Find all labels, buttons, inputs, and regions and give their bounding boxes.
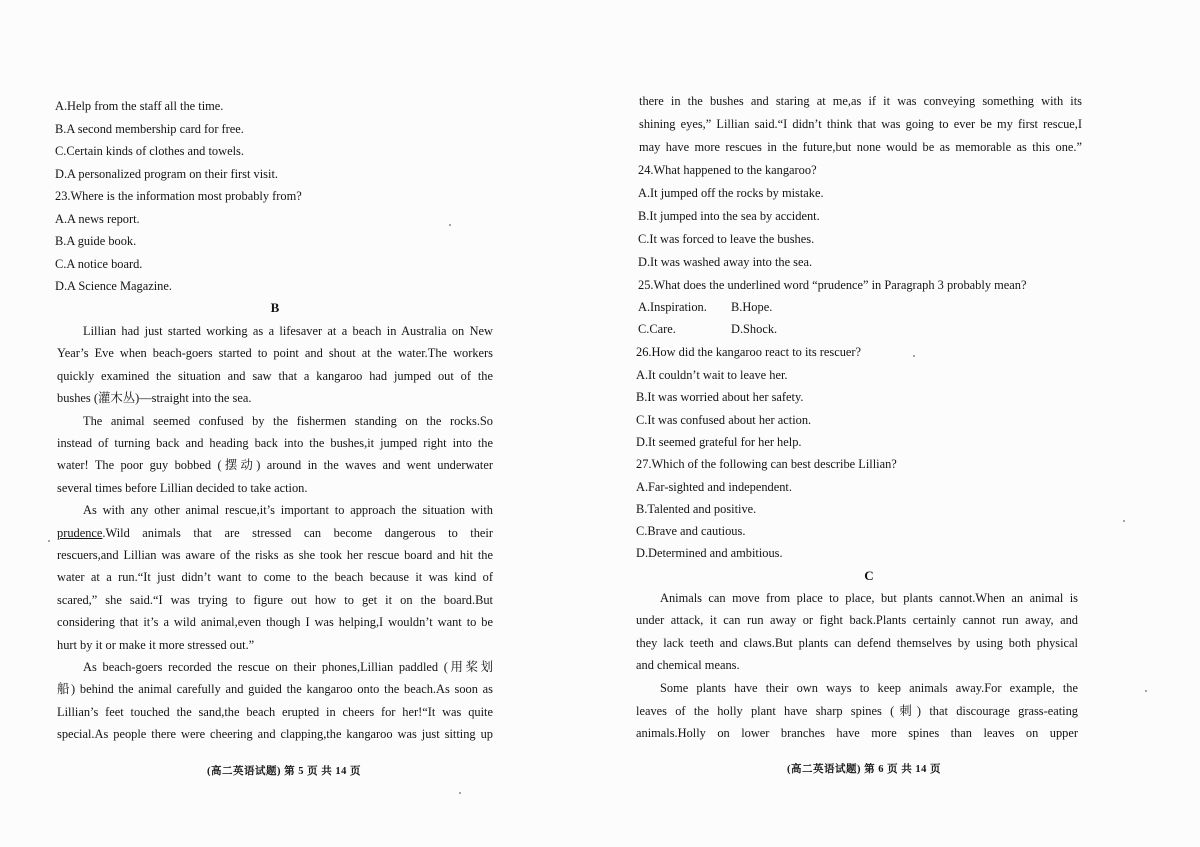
passage-b-line: The animal seemed confused by the fishermen standing on the rocks.So [83,414,493,428]
q27-stem: 27.Which of the following can best describe Lillian? [636,457,897,471]
scan-speck [1123,520,1125,522]
passage-b-line-prudence [57,525,493,541]
q23-option-a: A.A news report. [55,212,140,226]
passage-c-line: under attack, it can run away or fight back.Plants certainly cannot run away, and [636,613,1078,627]
q22-option-a: A.Help from the staff all the time. [55,99,224,113]
passage-b-line: scared,” she said.“I was trying to figure out how to get it on the board.But [57,593,493,607]
passage-b-line: hurt by it or make it more stressed out.” [57,638,255,652]
q26-stem: 26.How did the kangaroo react to its rescuer? [636,345,862,359]
passage-b-line-rest: .Wild animals that are stressed can become dangerous to their [102,526,493,540]
section-b-heading: B [270,300,280,315]
q23-option-d: D.A Science Magazine. [55,279,172,293]
q27-option-a: A.Far-sighted and independent. [636,480,792,494]
passage-c-line: and chemical means. [636,658,740,672]
underlined-word-prudence: prudence [57,526,103,540]
q24-option-c: C.It was forced to leave the bushes. [638,232,815,246]
q26-option-d: D.It seemed grateful for her help. [636,435,802,449]
passage-b-line: rescuers,and Lillian was aware of the risks as she took her rescue board and hit the [57,548,493,562]
q26-option-c: C.It was confused about her action. [636,413,812,427]
right-page [600,0,1200,847]
q22-option-c: C.Certain kinds of clothes and towels. [55,144,244,158]
passage-b-line: several times before Lillian decided to take action. [57,481,308,495]
passage-b-line: As beach-goers recorded the rescue on their phones,Lillian paddled (用桨划 [83,660,493,674]
scan-speck [449,224,451,226]
passage-b-line: there in the bushes and staring at me,as if it was conveying something with its [639,94,1082,108]
passage-b-line: Lillian’s feet touched the sand,the beach erupted in cheers for her!“It was quite [57,705,493,719]
passage-c-line: Some plants have their own ways to keep animals away.For example, the [660,681,1078,695]
passage-b-line: bushes (灌木丛)—straight into the sea. [57,391,252,405]
passage-b-line: considering that it’s a wild animal,even though I was helping,I wouldn’t want to be [57,615,493,629]
passage-b-line: Lillian had just started working as a lifesaver at a beach in Australia on New [83,324,493,338]
page-footer: (高二英语试题) 第 5 页 共 14 页 [207,766,361,777]
q24-stem: 24.What happened to the kangaroo? [638,163,817,177]
scan-speck [1145,690,1147,692]
q26-option-a: A.It couldn’t wait to leave her. [636,368,788,382]
q25-option-b: B.Hope. [731,300,773,314]
passage-b-line: As with any other animal rescue,it’s important to approach the situation with [83,503,493,517]
q27-option-b: B.Talented and positive. [636,502,757,516]
q24-option-b: B.It jumped into the sea by accident. [638,209,820,223]
q22-option-d: D.A personalized program on their first visit. [55,167,278,181]
passage-b-line: water! The poor guy bobbed (摆动) around in the waves and went underwater [57,458,493,472]
passage-b-line: special.As people there were cheering and clapping,the kangaroo was just sitting up [57,727,493,741]
passage-b-line: shining eyes,” Lillian said.“I didn’t think that was going to ever be my first rescue,I [639,117,1082,131]
scan-speck [48,540,50,542]
q27-option-c: C.Brave and cautious. [636,524,746,538]
q27-option-d: D.Determined and ambitious. [636,546,783,560]
scan-speck [459,792,461,794]
page-footer: (高二英语试题) 第 6 页 共 14 页 [787,764,941,775]
q25-stem: 25.What does the underlined word “prudence” in Paragraph 3 probably mean? [638,278,1027,292]
q22-option-b: B.A second membership card for free. [55,122,244,136]
q24-option-a: A.It jumped off the rocks by mistake. [638,186,824,200]
q23-option-c: C.A notice board. [55,257,143,271]
passage-c-line: animals.Holly on lower branches have more spines than leaves on upper [636,726,1078,740]
passage-c-line: they lack teeth and claws.But plants can defend themselves by using both physical [636,636,1078,650]
q26-option-b: B.It was worried about her safety. [636,390,804,404]
passage-b-line: Year’s Eve when beach-goers started to point and shout at the water.The workers [57,346,493,360]
passage-c-line: leaves of the holly plant have sharp spines (刺) that discourage grass-eating [636,704,1078,718]
passage-c-line: Animals can move from place to place, but plants cannot.When an animal is [660,591,1078,605]
scan-speck [913,355,915,357]
q25-option-c: C.Care. [638,322,676,336]
section-c-heading: C [864,568,874,583]
passage-b-line: water at a run.“It just didn’t want to come to the beach because it was kind of [57,570,493,584]
q23-option-b: B.A guide book. [55,234,137,248]
q23-stem: 23.Where is the information most probably from? [55,189,302,203]
passage-b-line: 船) behind the animal carefully and guided the kangaroo onto the beach.As soon as [57,682,493,696]
q25-option-a: A.Inspiration. [638,300,707,314]
q24-option-d: D.It was washed away into the sea. [638,255,813,269]
passage-b-line: instead of turning back and heading back into the bushes,it jumped right into the [57,436,493,450]
passage-b-line: may have more rescues in the future,but none would be as memorable as this one.” [639,140,1082,154]
passage-b-line: quickly examined the situation and saw that a kangaroo had jumped out of the [57,369,493,383]
q25-option-d: D.Shock. [731,322,778,336]
